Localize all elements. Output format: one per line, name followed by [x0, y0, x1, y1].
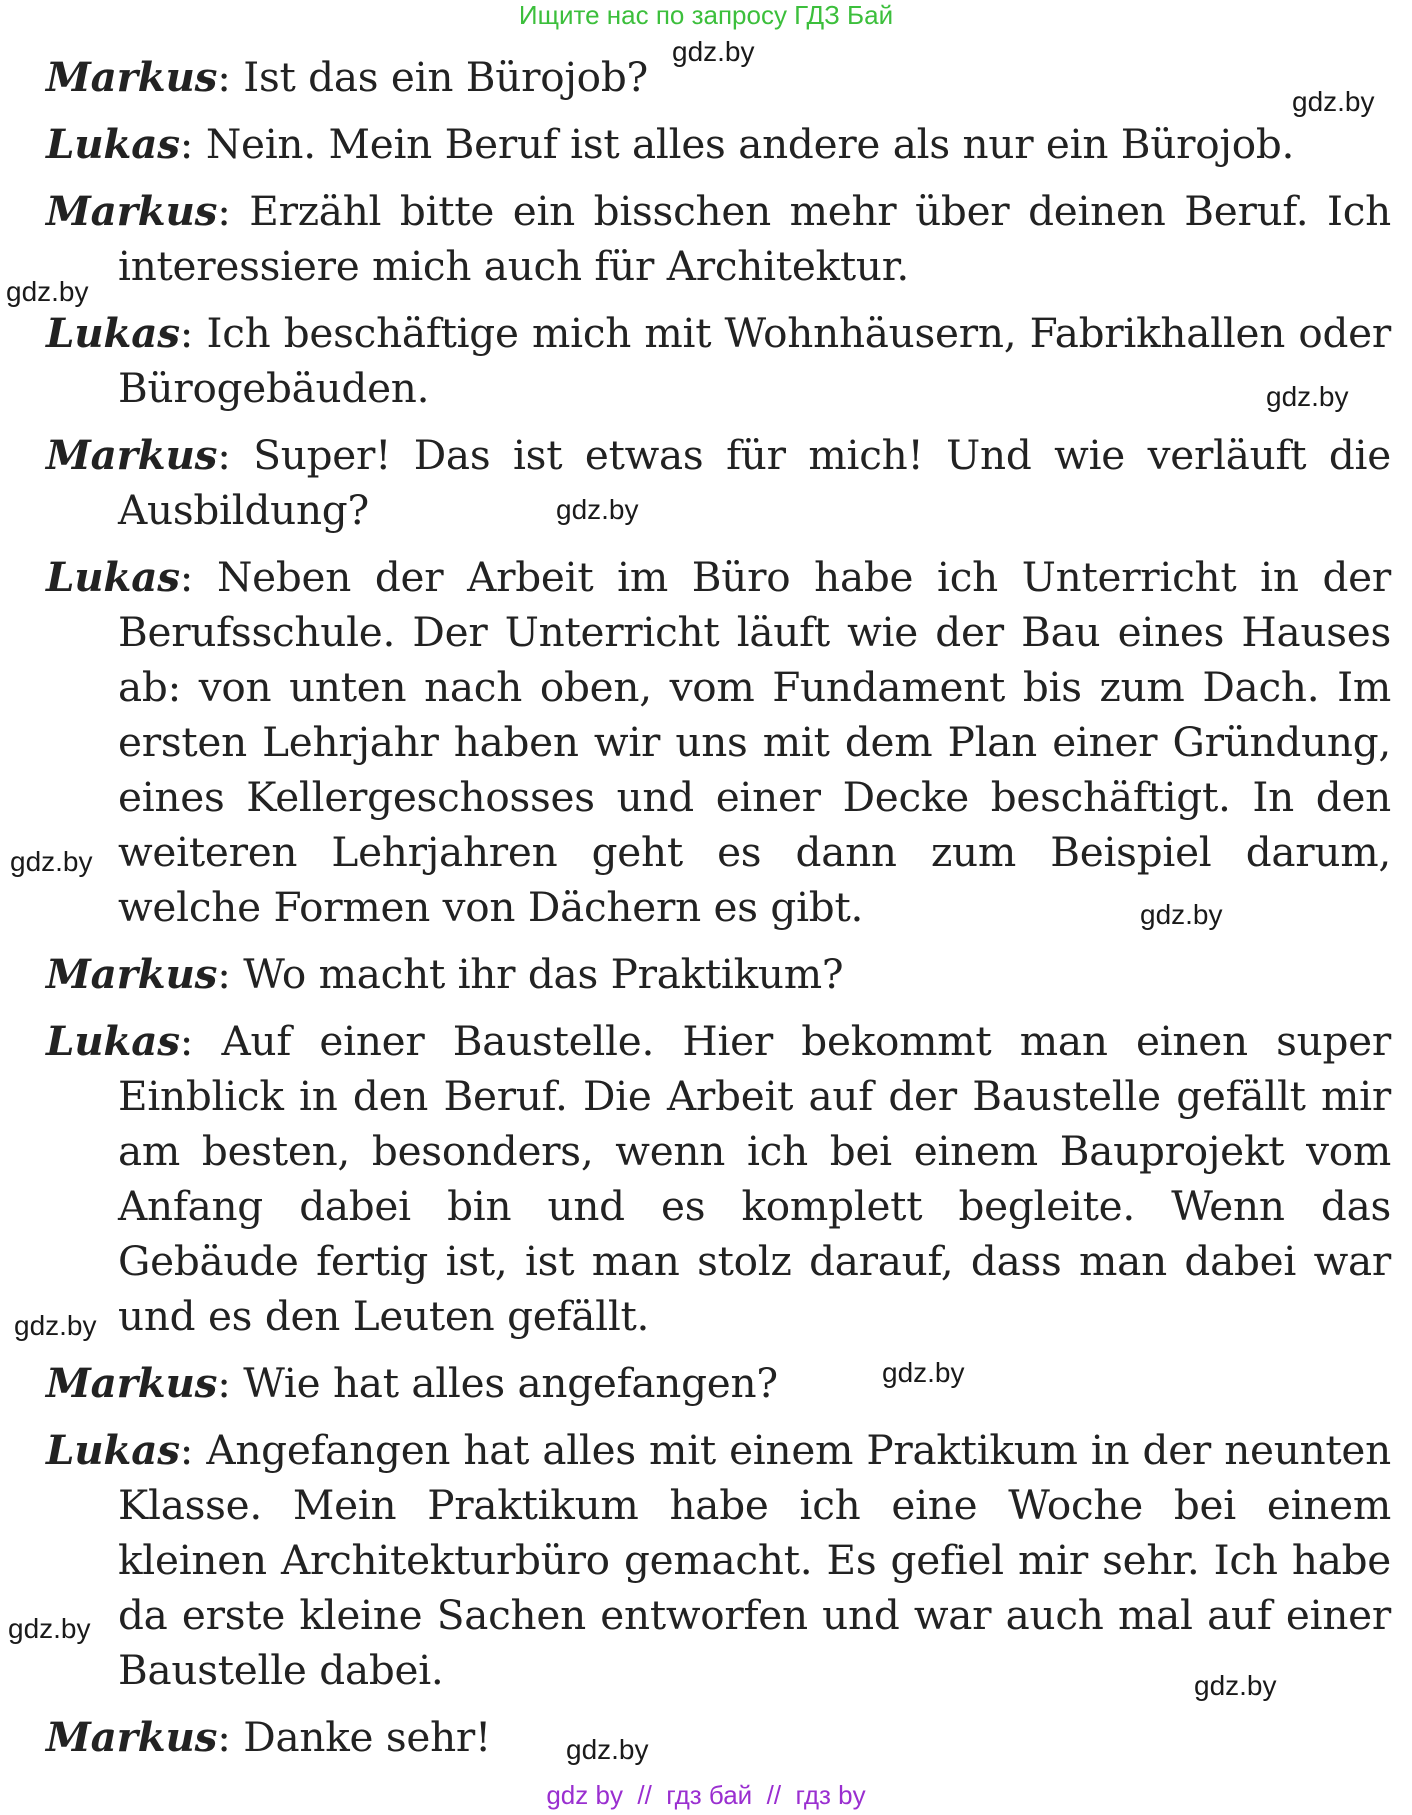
speaker-name: Lukas [46, 1426, 180, 1474]
watermark: gdz.by [14, 1310, 97, 1341]
line-text: Neben der Arbeit im Büro habe ich Unterricht in der Berufsschule. Der Unterricht läuft wie der Bau eines Hauses ab: von unten nach oben, vom Fundament bis zum Dach. Im ersten Lehrjahr haben wir uns mit dem Plan einer Gründung, eines Kellergeschosses und einer Decke beschäftigt. In den weiteren Lehrjahren geht es dann zum Beispiel darum, welche Formen von Dächern es gibt. [118, 553, 1391, 931]
line-text: Ist das ein Bürojob? [243, 53, 648, 101]
speaker-name: Lukas [46, 553, 180, 601]
line-text: Angefangen hat alles mit einem Praktikum in der neunten Klasse. Mein Praktikum habe ich eine Woche bei einem kleinen Architekturbüro gemacht. Es gefiel mir sehr. Ich habe da erste kleine Sachen entworfen und war auch mal auf einer Baustelle dabei. [118, 1426, 1391, 1694]
speaker-name: Markus [46, 53, 218, 101]
speaker-name: Lukas [46, 120, 180, 168]
dialogue-line: Markus: Ist das ein Bürojob? [46, 53, 648, 101]
line-text: Auf einer Baustelle. Hier bekommt man einen super Einblick in den Beruf. Die Arbeit auf der Baustelle gefällt mir am besten, besonders, wenn ich bei einem Bauprojekt vom Anfang dabei bin und es komplett begleite. Wenn das Gebäude fertig ist, ist man stolz darauf, dass man dabei war und es den Leuten gefällt. [118, 1017, 1391, 1340]
dialogue-line: Lukas: Ich beschäftige mich mit Wohnhäusern, Fabrikhallen oder Bürogebäuden. [46, 309, 1391, 412]
dialogue-line: Lukas: Angefangen hat alles mit einem Praktikum in der neunten Klasse. Mein Praktikum habe ich eine Woche bei einem kleinen Architekturbüro gemacht. Es gefiel mir sehr. Ich habe da erste kleine Sachen entworfen und war auch mal auf einer Baustelle dabei. [46, 1426, 1391, 1694]
speaker-name: Markus [46, 1359, 218, 1407]
bottom-banner-link[interactable]: gdz by // гдз бай // гдз by [546, 1780, 866, 1810]
line-text: Super! Das ist etwas für mich! Und wie verläuft die Ausbildung? [118, 431, 1391, 534]
speaker-name: Markus [46, 1713, 218, 1761]
watermark: gdz.by [566, 1734, 649, 1765]
dialogue-line: Markus: Super! Das ist etwas für mich! Und wie verläuft die Ausbildung? [46, 431, 1391, 534]
dialogue-line: Markus: Wo macht ihr das Praktikum? [46, 950, 844, 998]
speaker-name: Lukas [46, 1017, 180, 1065]
watermark: gdz.by [556, 494, 639, 525]
watermark: gdz.by [1292, 86, 1375, 117]
speaker-name: Markus [46, 187, 218, 235]
dialogue-line: Lukas: Auf einer Baustelle. Hier bekommt man einen super Einblick in den Beruf. Die Arbeit auf der Baustelle gefällt mir am besten, besonders, wenn ich bei einem Bauprojekt vom Anfang dabei bin und es komplett begleite. Wenn das Gebäude fertig ist, ist man stolz darauf, dass man dabei war und es den Leuten gefällt. [46, 1017, 1391, 1340]
dialogue-line: Markus: Wie hat alles angefangen? [46, 1359, 778, 1407]
watermark: gdz.by [1194, 1670, 1277, 1701]
top-banner-link[interactable]: Ищите нас по запросу ГДЗ Бай [518, 0, 894, 30]
line-text: Nein. Mein Beruf ist alles andere als nur ein Bürojob. [205, 120, 1295, 168]
line-text: Wo macht ihr das Praktikum? [243, 950, 844, 998]
dialogue-line: Markus: Erzähl bitte ein bisschen mehr über deinen Beruf. Ich interessiere mich auch für Architektur. [46, 187, 1391, 290]
line-text: Erzähl bitte ein bisschen mehr über deinen Beruf. Ich interessiere mich auch für Architektur. [118, 187, 1391, 290]
watermark: gdz.by [6, 276, 89, 307]
watermark: gdz.by [672, 36, 755, 67]
dialogue-line: Markus: Danke sehr! [46, 1713, 492, 1761]
speaker-name: Lukas [46, 309, 180, 357]
speaker-name: Markus [46, 431, 218, 479]
watermark: gdz.by [8, 1613, 91, 1644]
dialogue-line: Lukas: Neben der Arbeit im Büro habe ich Unterricht in der Berufsschule. Der Unterricht läuft wie der Bau eines Hauses ab: von unten nach oben, vom Fundament bis zum Dach. Im ersten Lehrjahr haben wir uns mit dem Plan einer Gründung, eines Kellergeschosses und einer Decke beschäftigt. In den weiteren Lehrjahren geht es dann zum Beispiel darum, welche Formen von Dächern es gibt. [46, 553, 1391, 931]
dialogue-line: Lukas: Nein. Mein Beruf ist alles andere als nur ein Bürojob. [46, 120, 1295, 168]
watermark: gdz.by [10, 846, 93, 877]
line-text: Wie hat alles angefangen? [243, 1359, 778, 1407]
line-text: Danke sehr! [243, 1713, 492, 1761]
line-text: Ich beschäftige mich mit Wohnhäusern, Fabrikhallen oder Bürogebäuden. [118, 309, 1391, 412]
watermark: gdz.by [1140, 899, 1223, 930]
watermark: gdz.by [1266, 381, 1349, 412]
speaker-name: Markus [46, 950, 218, 998]
watermark: gdz.by [882, 1357, 965, 1388]
